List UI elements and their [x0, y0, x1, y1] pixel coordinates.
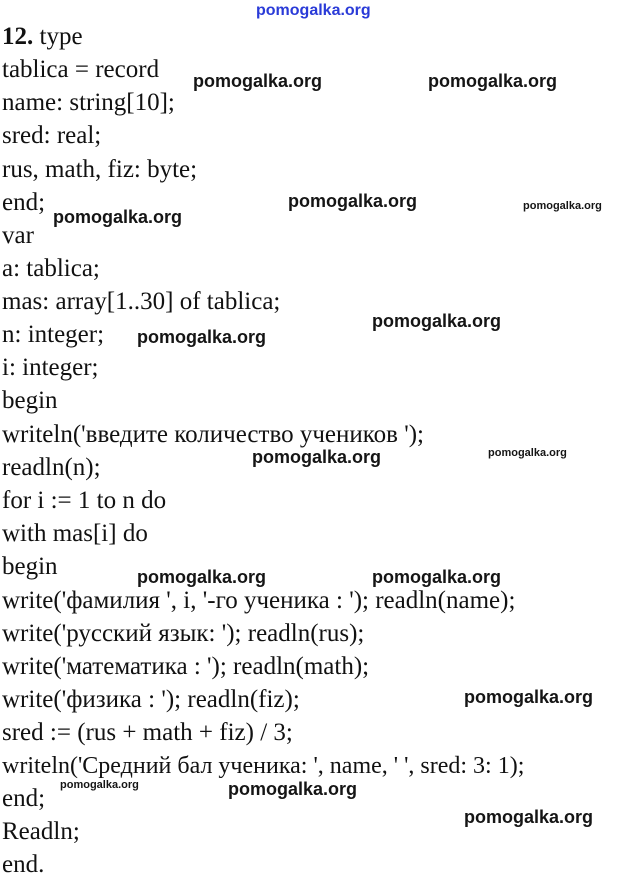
code-line: write('русский язык: '); readln(rus); — [2, 620, 365, 647]
code-line: sred := (rus + math + fiz) / 3; — [2, 719, 293, 746]
code-line: sred: real; — [2, 122, 102, 149]
code-line: end; — [2, 189, 46, 216]
watermark: pomogalka.org — [372, 311, 502, 331]
watermark: pomogalka.org — [53, 207, 183, 227]
watermark: pomogalka.org — [372, 567, 502, 587]
code-line: write('математика : '); readln(math); — [2, 653, 370, 680]
code-line: begin — [2, 387, 58, 414]
code-line: end. — [2, 851, 45, 878]
code-line: write('фамилия ', i, '-го ученика : '); readln(name); — [2, 587, 516, 614]
code-line: name: string[10]; — [2, 89, 175, 116]
watermark: pomogalka.org — [60, 779, 139, 791]
code-line: for i := 1 to n do — [2, 487, 167, 514]
code-text: type — [39, 23, 83, 50]
watermark: pomogalka.org — [228, 779, 358, 799]
code-line: mas: array[1..30] of tablica; — [2, 288, 281, 315]
watermark: pomogalka.org — [288, 191, 418, 211]
code-line: with mas[i] do — [2, 520, 148, 547]
watermark: pomogalka.org — [464, 807, 594, 827]
problem-number: 12. — [2, 23, 34, 50]
code-line: writeln('введите количество учеников '); — [2, 421, 424, 448]
watermark: pomogalka.org — [488, 447, 567, 459]
code-line: var — [2, 222, 34, 249]
watermark: pomogalka.org — [523, 200, 602, 212]
code-line: writeln('Средний бал ученика: ', name, ' ', sred: 3: 1); — [2, 753, 525, 779]
watermark: pomogalka.org — [464, 687, 594, 707]
code-line: end; — [2, 785, 46, 812]
code-line: write('физика : '); readln(fiz); — [2, 686, 300, 713]
code-line: readln(n); — [2, 454, 101, 481]
code-line: i: integer; — [2, 354, 99, 381]
code-line: Readln; — [2, 818, 80, 845]
watermark: pomogalka.org — [137, 567, 267, 587]
watermark: pomogalka.org — [428, 71, 558, 91]
watermark: pomogalka.org — [252, 447, 382, 467]
code-line: rus, math, fiz: byte; — [2, 156, 198, 183]
code-line: tablica = record — [2, 56, 160, 83]
code-line: a: tablica; — [2, 255, 100, 282]
code-line: n: integer; — [2, 321, 105, 348]
code-line-type — [2, 22, 83, 52]
header-watermark: pomogalka.org — [256, 2, 371, 19]
watermark: pomogalka.org — [193, 71, 323, 91]
watermark: pomogalka.org — [137, 327, 267, 347]
code-line: begin — [2, 553, 58, 580]
